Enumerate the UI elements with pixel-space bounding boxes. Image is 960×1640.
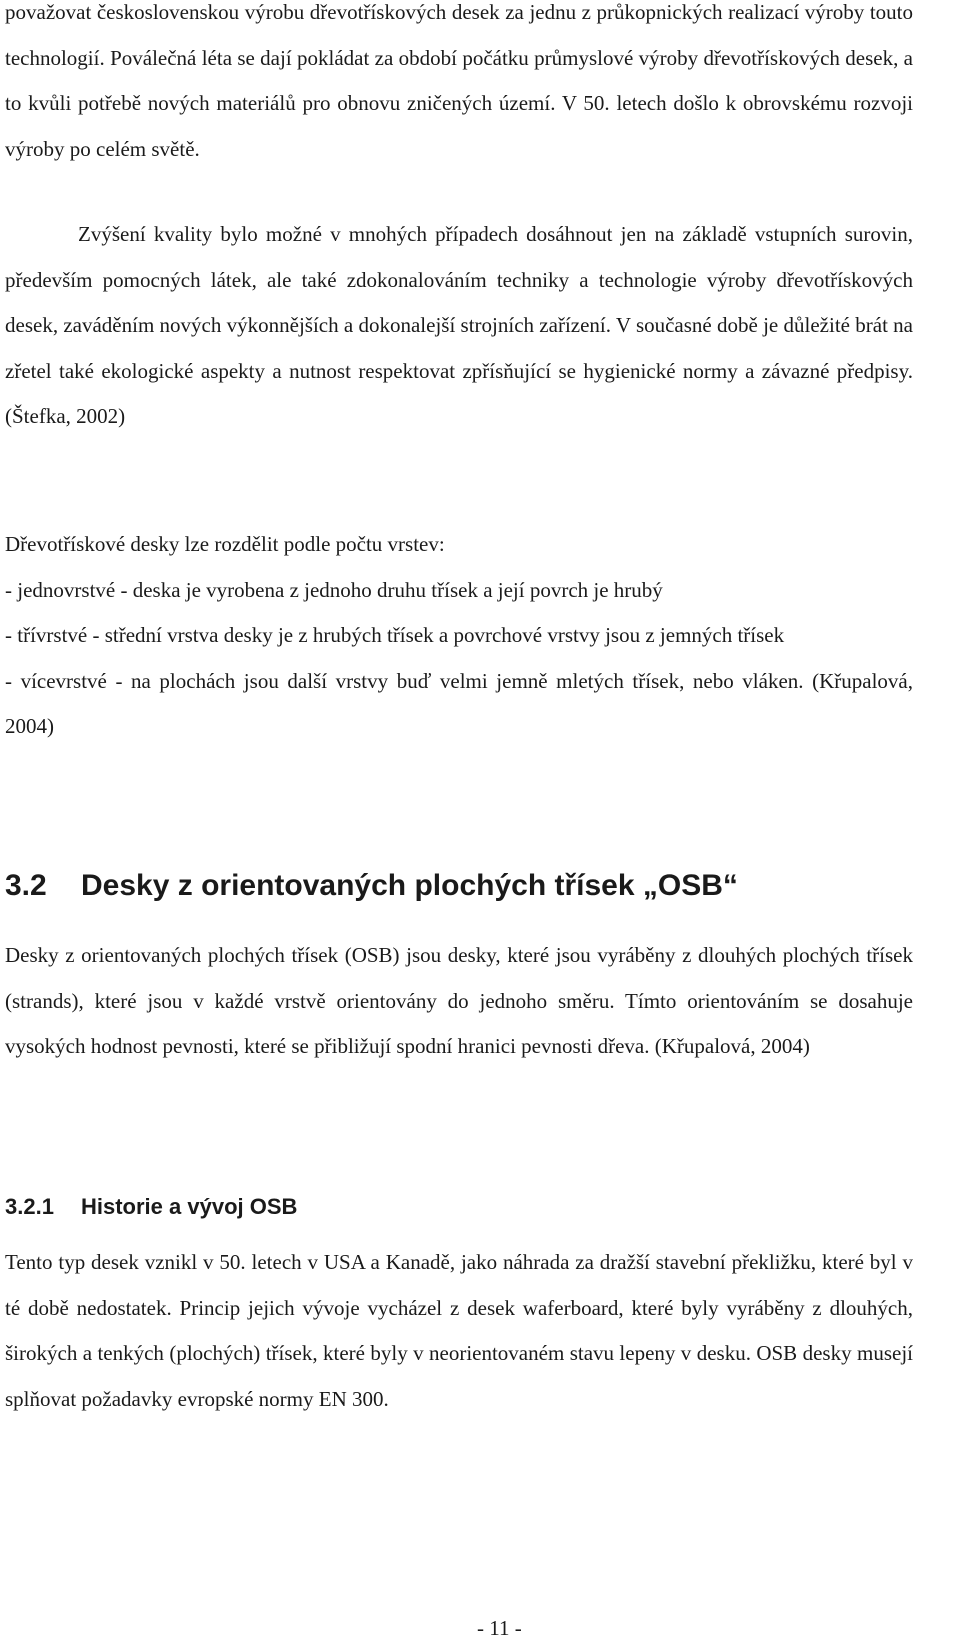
paragraph-quality: Zvýšení kvality bylo možné v mnohých případech dosáhnout jen na základě vstupních surovin, především pomocných látek, ale také zdokonalováním techniky a technologie výroby dřevotřískových desek, zaváděním nových výkonnějších a dokonalejší strojních zařízení. V současné době je důležité brát na zřetel také ekologické aspekty a nutnost respektovat zpřísňující se hygienické normy a závazné předpisy. (Štefka, 2002) — [5, 222, 913, 428]
subsection-title: Historie a vývoj OSB — [81, 1194, 298, 1219]
paragraph-intro-block — [5, 0, 913, 172]
paragraph-history: Tento typ desek vznikl v 50. letech v USA a Kanadě, jako náhrada za dražší stavební překližku, které byl v té době nedostatek. Princip jejich vývoje vycházel z desek waferboard, které byly vyráběny z dlouhých, širokých a tenkých (plochých) třísek, které byly v neorientovaném stavu lepeny v desku. OSB desky musejí splňovat požadavky evropské normy EN 300. — [5, 1250, 913, 1411]
list-intro: Dřevotřískové desky lze rozdělit podle počtu vrstev: — [5, 532, 445, 556]
list-item-multi-layer: - vícevrstvé - na plochách jsou další vrstvy buď velmi jemně mletých třísek, nebo vláken. (Křupalová, 2004) — [5, 668, 913, 738]
list-item-three-layer: - třívrstvé - střední vrstva desky je z hrubých třísek a povrchové vrstvy jsou z jemných třísek — [5, 623, 785, 647]
paragraph-history-block — [5, 1240, 913, 1422]
paragraph-intro: považovat československou výrobu dřevotřískových desek za jednu z průkopnických realizací výroby touto technologií. Poválečná léta se dají pokládat za období počátku průmyslové výroby dřevotřískových desek, a to kvůli potřebě nových materiálů pro obnovu zničených území. V 50. letech došlo k obrovskému rozvoji výroby po celém světě. — [5, 0, 913, 161]
section-heading — [5, 866, 913, 906]
list-item-single-layer: - jednovrstvé - deska je vyrobena z jednoho druhu třísek a její povrch je hrubý — [5, 577, 663, 602]
paragraph-quality-block — [5, 212, 913, 440]
paragraph-osb-block — [5, 933, 913, 1070]
subsection-heading — [5, 1192, 913, 1222]
paragraph-osb: Desky z orientovaných plochých třísek (OSB) jsou desky, které jsou vyráběny z dlouhých plochých třísek (strands), které jsou v každé vrstvě orientovány do jednoho směru. Tímto orientováním se dosahuje vysokých hodnost pevnosti, které se přibližují spodní hranici pevnosti dřeva. (Křupalová, 2004) — [5, 943, 913, 1058]
page-number: - 11 - — [477, 1616, 522, 1640]
section-title: Desky z orientovaných plochých třísek „OSB“ — [81, 869, 738, 902]
layer-list — [5, 522, 913, 750]
section-number: 3.2 — [5, 869, 47, 902]
subsection-number: 3.2.1 — [5, 1194, 54, 1219]
